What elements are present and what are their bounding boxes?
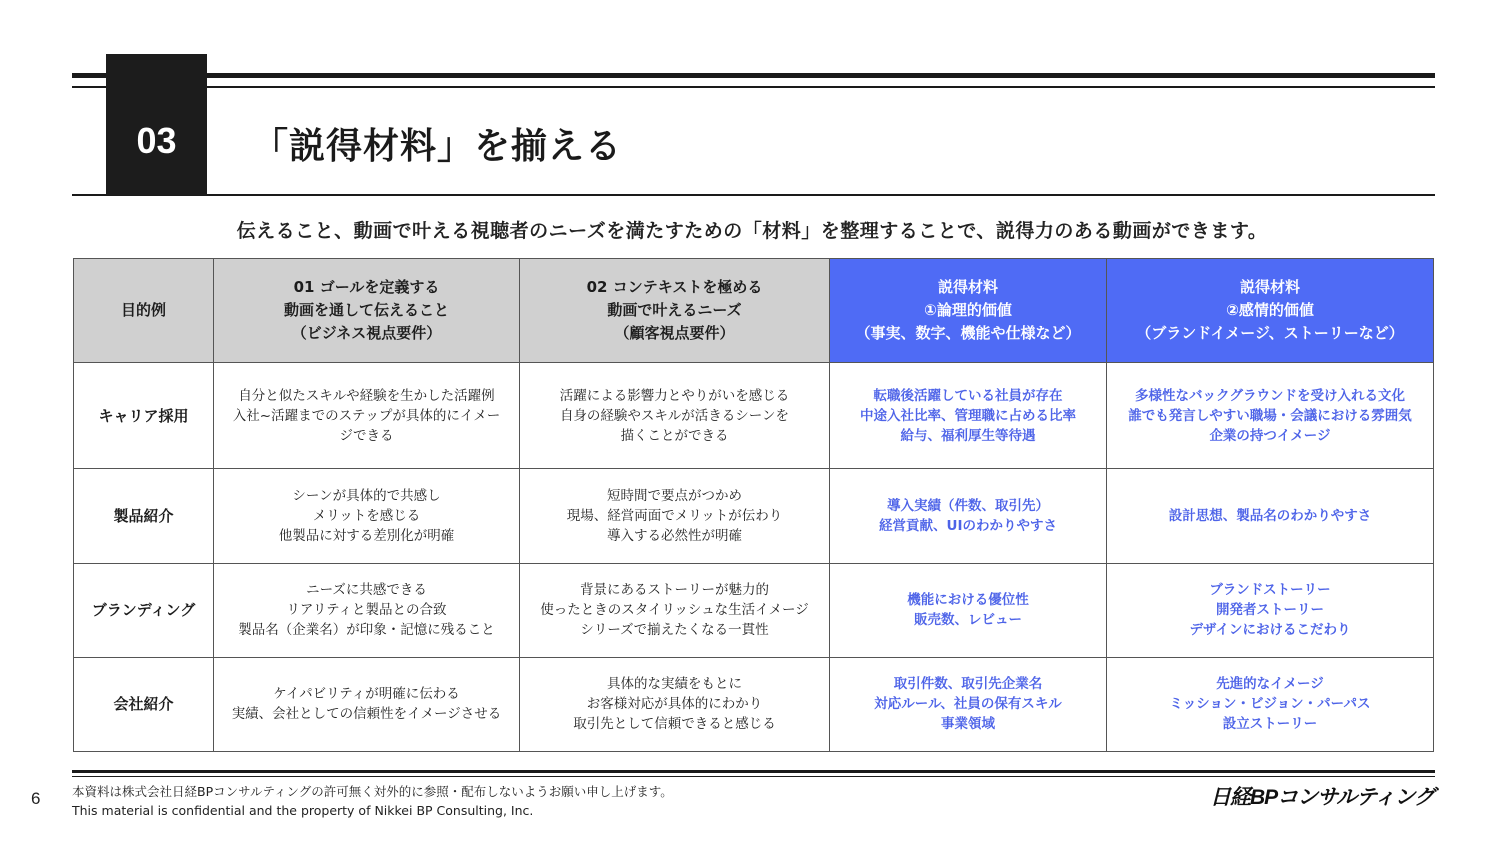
table-header-row [74, 259, 1434, 363]
cell-line: シリーズで揃えたくなる一貫性 [580, 622, 769, 639]
cell-line: 転職後活躍している社員が存在 [873, 387, 1063, 404]
cell-line: お客様対応が具体的にわかり [586, 696, 763, 713]
cell-line: 自分と似たスキルや経験を生かした活躍例 [238, 387, 495, 404]
cell-emotional [1107, 563, 1434, 657]
cell-line: 目的例 [120, 301, 166, 320]
cell-line: ②感情的価値 [1226, 301, 1314, 320]
cell-line: 導入する必然性が明確 [607, 528, 742, 544]
cell-goal [214, 563, 520, 657]
cell-line: リアリティと製品との合致 [286, 602, 447, 619]
footer-thin-rule [72, 776, 1435, 777]
header-emotional-value [1107, 259, 1434, 363]
table-row [74, 363, 1434, 469]
cell-line: ニーズに共感できる [306, 582, 427, 599]
cell-line: 給与、福利厚生等待遇 [900, 427, 1036, 444]
cell-line: （顧客視点要件） [614, 324, 735, 343]
company-logo: 日経BPコンサルティング [1209, 786, 1434, 809]
top-thick-rule [72, 73, 1435, 78]
cell-context [520, 657, 830, 751]
cell-line: ①論理的価値 [924, 301, 1012, 320]
cell-line: 背景にあるストーリーが魅力的 [580, 582, 769, 599]
cell-line: 動画を通して伝えること [283, 301, 449, 320]
cell-line: （ビジネス視点要件） [291, 324, 442, 343]
cell-line: 活躍による影響力とやりがいを感じる [559, 387, 790, 404]
cell-line: 説得材料 [1239, 278, 1300, 297]
cell-line: 取引件数、取引先企業名 [893, 676, 1043, 693]
cell-line: 02 コンテキストを極める [586, 278, 763, 297]
cell-line: 短時間で要点がつかめ [607, 488, 742, 504]
header-logical-value [830, 259, 1107, 363]
notice-japanese: 本資料は株式会社日経BPコンサルティングの許可無く対外的に参照・配布しないようお願い申し上げます。 [72, 784, 673, 799]
cell-emotional [1107, 657, 1434, 751]
cell-line: 開発者ストーリー [1216, 602, 1324, 619]
cell-line: 設立ストーリー [1222, 716, 1318, 733]
cell-line: デザインにおけるこだわり [1189, 622, 1351, 639]
cell-emotional [1107, 469, 1434, 563]
top-thin-rule [72, 86, 1435, 88]
cell-logical [830, 469, 1107, 563]
cell-context [520, 469, 830, 563]
footer-thick-rule [72, 770, 1435, 773]
cell-line: ミッション・ビジョン・パーパス [1169, 696, 1371, 713]
cell-logical [830, 657, 1107, 751]
cell-line: 使ったときのスタイリッシュな生活イメージ [540, 602, 809, 619]
cell-logical [830, 363, 1107, 469]
cell-context [520, 563, 830, 657]
cell-line: （ブランドイメージ、ストーリーなど） [1136, 324, 1404, 343]
cell-line: 中途入社比率、管理職に占める比率 [860, 407, 1076, 424]
cell-context [520, 363, 830, 469]
cell-line: 誰でも発言しやすい職場・会議における雰囲気 [1128, 407, 1412, 424]
cell-line: 機能における優位性 [907, 592, 1029, 609]
table-row [74, 657, 1434, 751]
title-underline [72, 194, 1435, 196]
header-purpose [74, 259, 214, 363]
cell-line: 描くことができる [620, 427, 729, 444]
lead-text: 伝えること、動画で叶える視聴者のニーズを満たすための「材料」を整理することで、説得力のある動画ができます。 [236, 220, 1268, 242]
row-label: キャリア採用 [74, 363, 214, 469]
cell-line: 多様性なバックグラウンドを受け入れる文化 [1135, 387, 1405, 404]
cell-line: （事実、数字、機能や仕様など） [855, 324, 1081, 343]
cell-line: 具体的な実績をもとに [607, 676, 742, 693]
cell-line: 取引先として信頼できると感じる [573, 716, 776, 733]
cell-line: 販売数、レビュー [914, 612, 1022, 629]
cell-line: 設計思想、製品名のわかりやすさ [1168, 508, 1372, 524]
cell-line: 入社~活躍までのステップが具体的にイメー [232, 407, 501, 424]
cell-emotional [1107, 363, 1434, 469]
cell-line: 実績、会社としての信頼性をイメージさせる [231, 706, 502, 723]
cell-line: 事業領域 [941, 716, 995, 733]
cell-line: 現場、経営両面でメリットが伝わり [566, 508, 783, 524]
table-row [74, 563, 1434, 657]
cell-line: ジできる [339, 427, 394, 444]
persuasion-material-table [73, 258, 1434, 752]
cell-line: メリットを感じる [312, 508, 421, 524]
cell-goal [214, 657, 520, 751]
cell-goal [214, 469, 520, 563]
cell-line: 説得材料 [937, 278, 998, 297]
cell-line: 他製品に対する差別化が明確 [278, 528, 455, 544]
header-goal [214, 259, 520, 363]
cell-goal [214, 363, 520, 469]
cell-line: 自身の経験やスキルが活きるシーンを [559, 407, 790, 424]
row-label: 会社紹介 [74, 657, 214, 751]
section-number-box [106, 54, 207, 195]
confidentiality-notice [72, 782, 673, 820]
cell-line: 対応ルール、社員の保有スキル [874, 696, 1062, 713]
row-label: 製品紹介 [74, 469, 214, 563]
cell-line: ブランドストーリー [1209, 582, 1331, 599]
cell-line: シーンが具体的で共感し [292, 488, 441, 504]
cell-line: 動画で叶えるニーズ [607, 301, 742, 320]
cell-line: ケイパビリティが明確に伝わる [273, 686, 460, 703]
page-number: 6 [31, 789, 41, 808]
page-title: 「説得材料」を揃える [252, 126, 623, 167]
header-context [520, 259, 830, 363]
cell-line: 製品名（企業名）が印象・記憶に残ること [238, 622, 495, 639]
cell-line: 01 ゴールを定義する [293, 278, 440, 297]
cell-line: 導入実績（件数、取引先） [887, 498, 1049, 514]
cell-logical [830, 563, 1107, 657]
row-label: ブランディング [74, 563, 214, 657]
section-number: 03 [136, 119, 177, 161]
cell-line: 経営貢献、UIのわかりやすさ [879, 518, 1057, 534]
notice-english: This material is confidential and the property of Nikkei BP Consulting, Inc. [72, 803, 534, 818]
table-row [74, 469, 1434, 563]
cell-line: 先進的なイメージ [1216, 676, 1324, 693]
cell-line: 企業の持つイメージ [1209, 427, 1331, 444]
